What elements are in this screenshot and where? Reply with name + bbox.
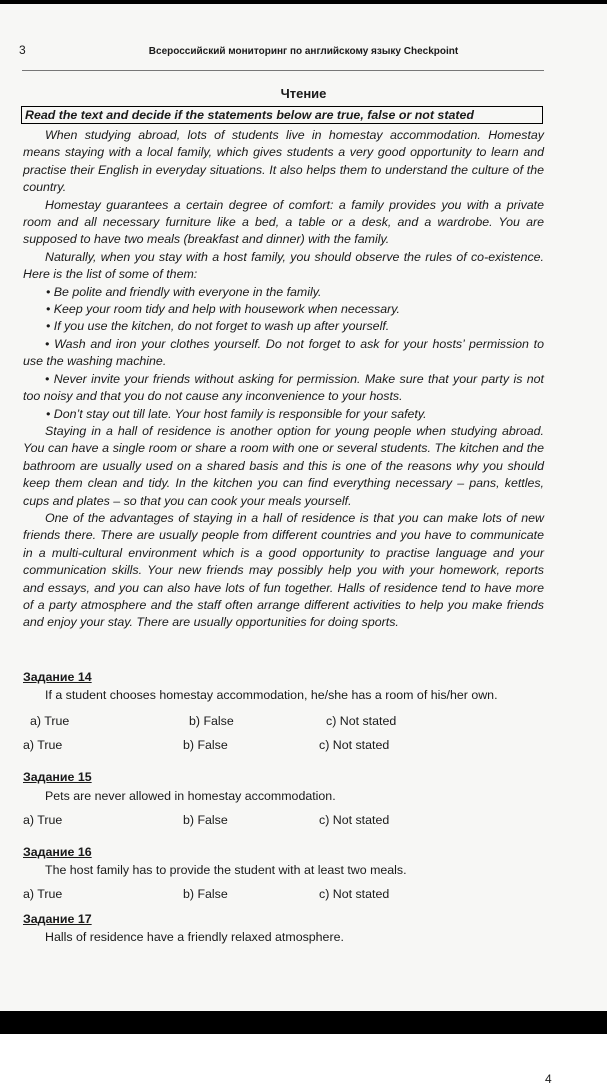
paragraph: Staying in a hall of residence is another option for young people when studying abroad. You can have a single room or share a room with one or several students. The kitchen and the bathroom are usually used on a shared basis and this is one of the reasons why you should keep them clean and tidy. In the kitchen you can find everything necessary – pans, kettles, cups and plates – so that you can cook your meals yourself.	[23, 423, 544, 508]
task-16-question: The host family has to provide the student with at least two meals.	[45, 863, 407, 877]
task-15-option-b[interactable]: b) False	[183, 813, 228, 827]
next-page-number: 4	[545, 1072, 552, 1086]
bullet-item: • If you use the kitchen, do not forget to wash up after yourself.	[46, 319, 390, 334]
task-14-option-c[interactable]: c) Not stated	[326, 714, 397, 728]
header-divider	[22, 70, 544, 71]
paragraph: Naturally, when you stay with a host family, you should observe the rules of co-existence. Here is the list of some of them:	[23, 249, 544, 282]
bullet-item: • Be polite and friendly with everyone in the family.	[46, 284, 322, 299]
page-header: Всероссийский мониторинг по английскому языку Checkpoint	[148, 46, 459, 57]
task-16-title: Задание 16	[23, 845, 92, 859]
bottom-black-bar	[0, 1011, 607, 1034]
next-page-area	[0, 1034, 607, 1080]
task-14-option-a[interactable]: a) True	[23, 738, 63, 752]
page-number: 3	[19, 43, 26, 57]
reading-text	[23, 127, 544, 632]
task-16-option-a[interactable]: a) True	[23, 887, 63, 901]
task-14-option-b[interactable]: b) False	[189, 714, 234, 728]
task-16-option-c[interactable]: c) Not stated	[319, 887, 390, 901]
task-15-option-c[interactable]: c) Not stated	[319, 813, 390, 827]
instruction-box: Read the text and decide if the statements below are true, false or not stated	[21, 106, 543, 124]
task-17-question: Halls of residence have a friendly relaxed atmosphere.	[45, 930, 344, 944]
paragraph: One of the advantages of staying in a hall of residence is that you can make lots of new friends there. There are usually people from different countries and you have to communicate in a multi-cultural environment which is a good opportunity to practise language and your communication skills. Your new friends may possibly help you with your homework, reports and essays, and you can also have lots of fun together. Halls of residence tend to have more of a party atmosphere and the staff often arrange different activities to help you make friends and enjoy your stay. There are usually opportunities for doing sports.	[23, 510, 544, 630]
task-14-title: Задание 14	[23, 670, 92, 684]
bullet-item: • Don’t stay out till late. Your host family is responsible for your safety.	[46, 406, 427, 421]
task-16-option-b[interactable]: b) False	[183, 887, 228, 901]
paragraph: When studying abroad, lots of students live in homestay accommodation. Homestay means staying with a local family, which gives students a very good opportunity to learn and practise their English in everyday situations. It also helps them to understand the culture of the country.	[23, 128, 544, 195]
paragraph: Homestay guarantees a certain degree of comfort: a family provides you with a private room and all necessary furniture like a bed, a table or a desk, and a wardrobe. You are supposed to have two meals (breakfast and dinner) with the family.	[23, 197, 544, 247]
bullet-item: • Never invite your friends without asking for permission. Make sure that your party is not too noisy and that you do not cause any inconvenience to your hosts.	[23, 371, 544, 404]
bullet-item: • Wash and iron your clothes yourself. Do not forget to ask for your hosts’ permission to use the washing machine.	[23, 336, 544, 369]
task-14-option-b[interactable]: b) False	[183, 738, 228, 752]
task-15-question: Pets are never allowed in homestay accommodation.	[45, 789, 336, 803]
task-15-title: Задание 15	[23, 770, 92, 784]
section-title: Чтение	[280, 86, 327, 101]
task-14-option-a[interactable]: a) True	[30, 714, 70, 728]
bullet-item: • Keep your room tidy and help with housework when necessary.	[46, 302, 400, 317]
task-15-option-a[interactable]: a) True	[23, 813, 63, 827]
task-14-option-c[interactable]: c) Not stated	[319, 738, 390, 752]
task-17-title: Задание 17	[23, 912, 92, 926]
task-14-question: If a student chooses homestay accommodation, he/she has a room of his/her own.	[45, 688, 498, 702]
